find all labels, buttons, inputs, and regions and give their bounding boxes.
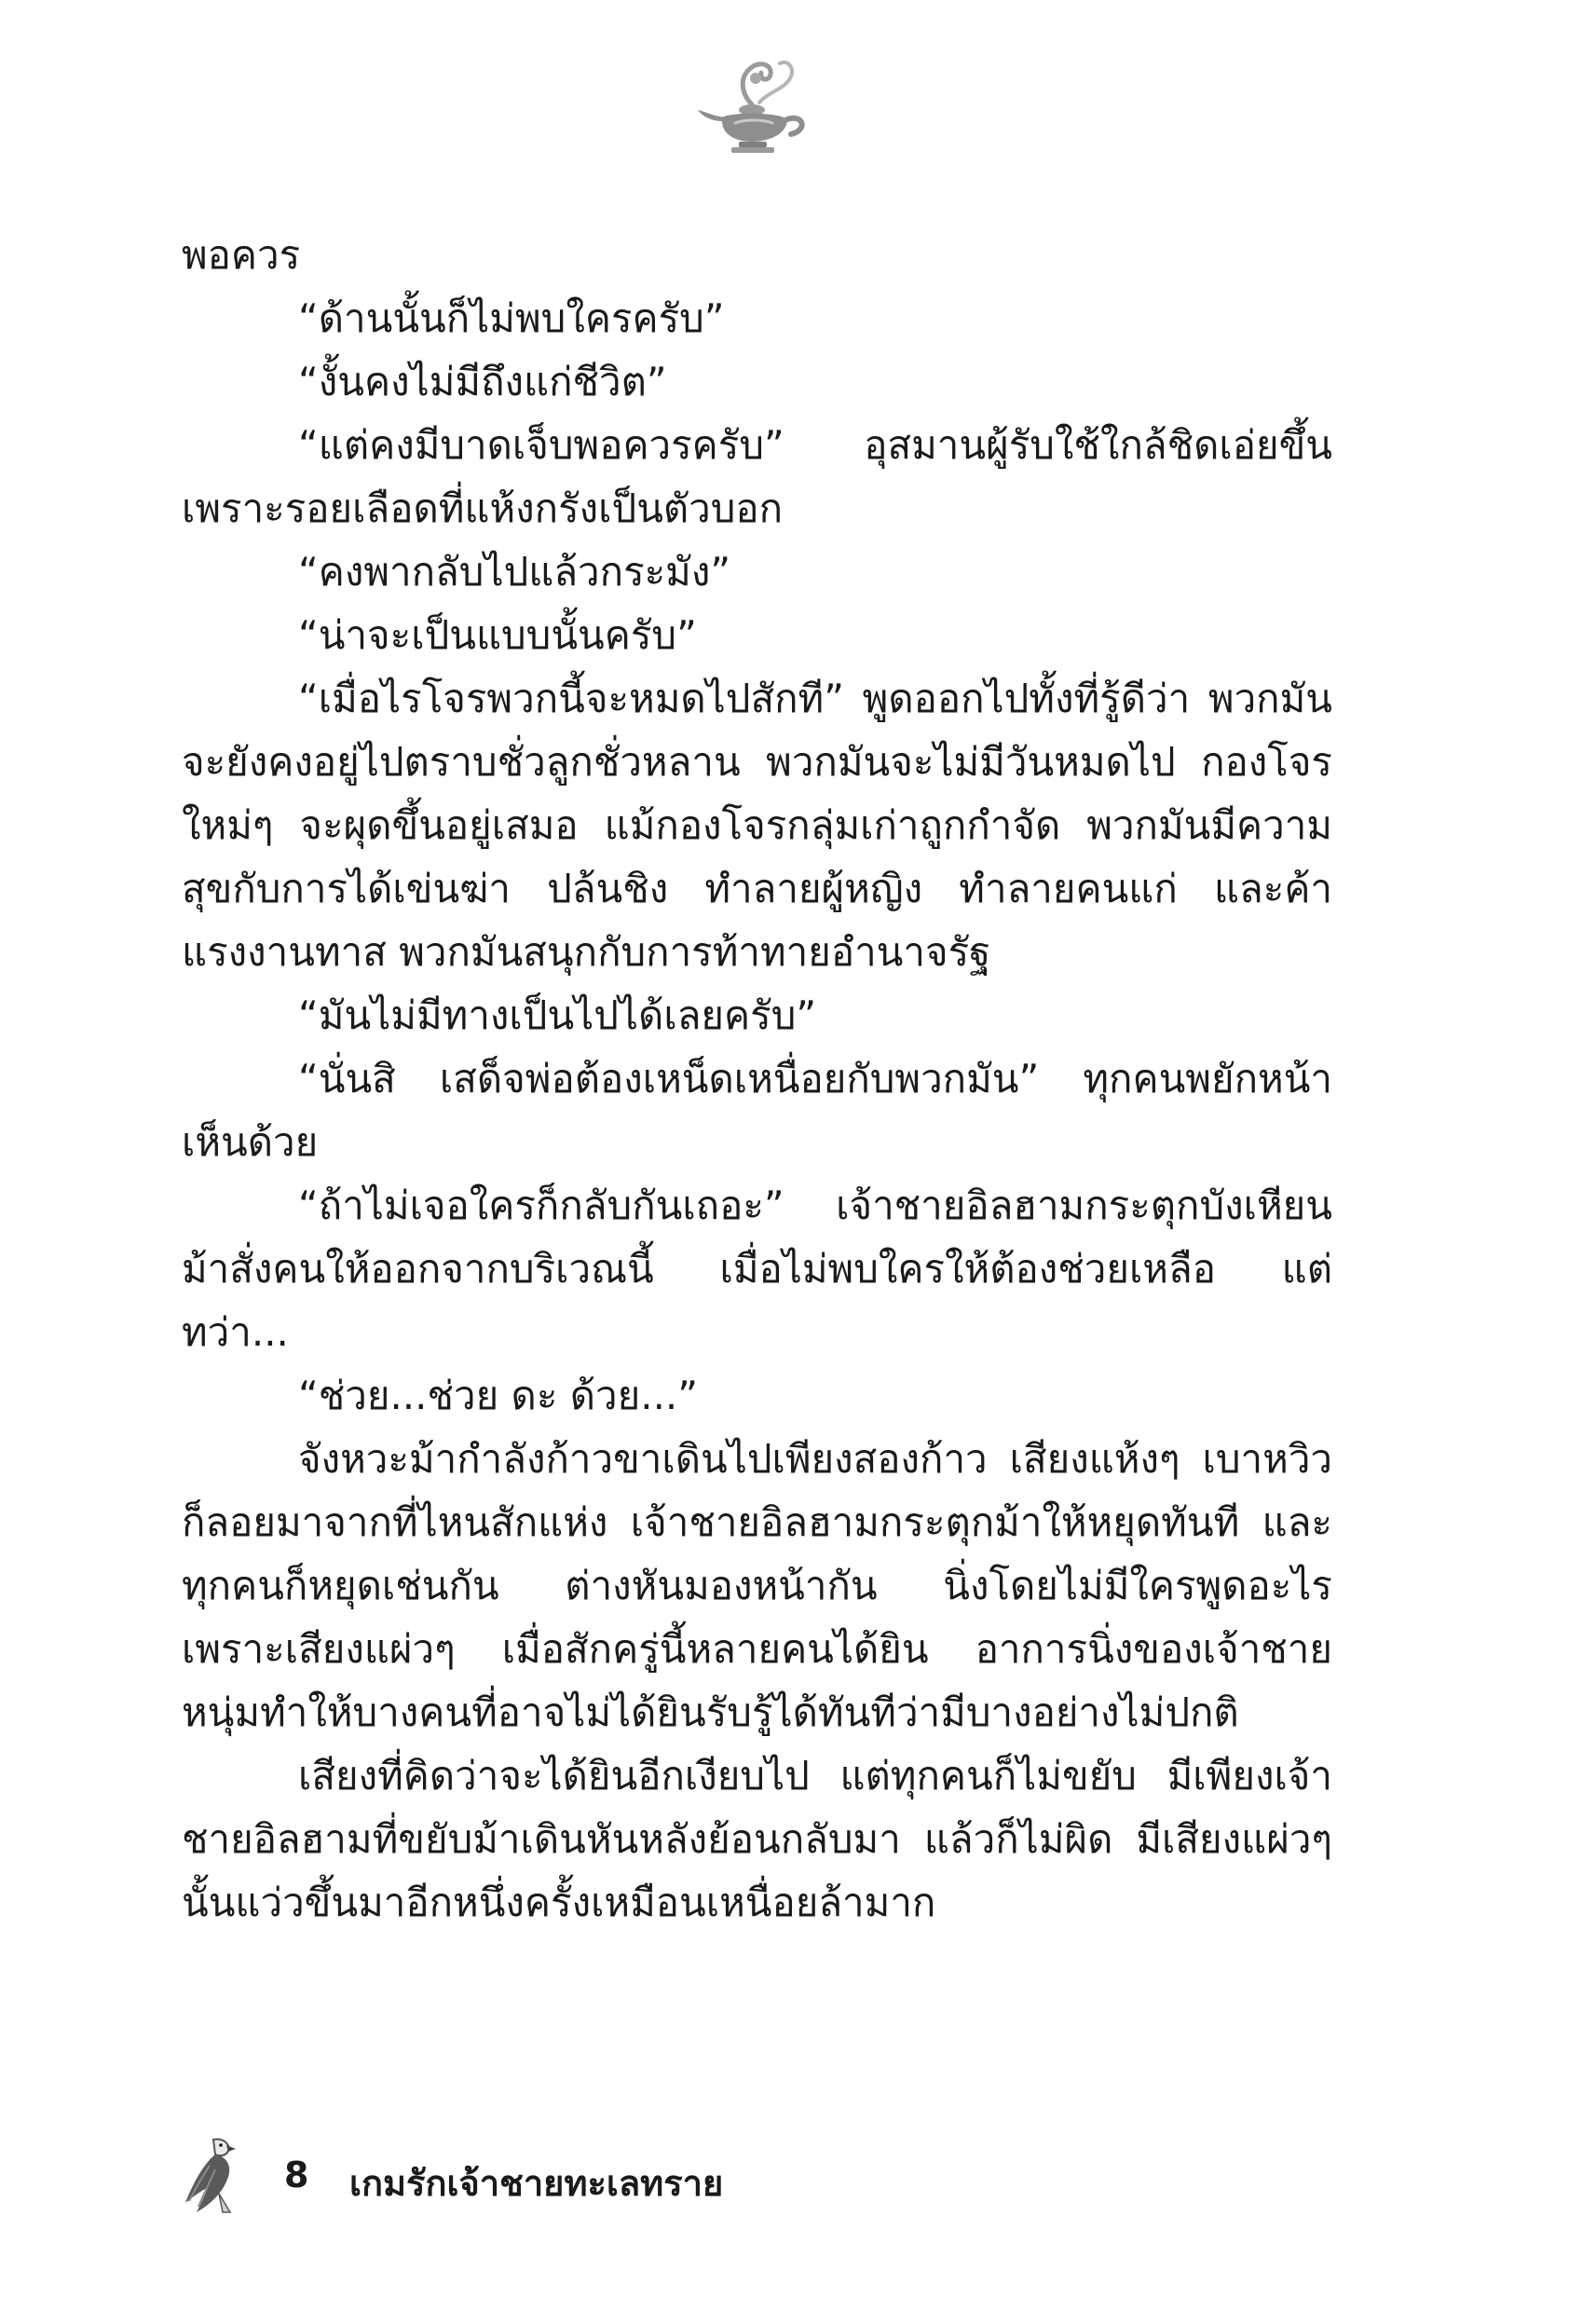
- paragraph: เสียงที่คิดว่าจะได้ยินอีกเงียบไป แต่ทุกคนก็ไม่ขยับ มีเพียงเจ้าชายอิลฮามที่ขยับม้าเดินหันหลังย้อนกลับมา แล้วก็ไม่ผิด มีเสียงแผ่วๆ นั้นแว่วขึ้นมาอีกหนึ่งครั้งเหมือนเหนื่อยล้ามาก: [182, 1753, 1332, 1925]
- paragraph: “ถ้าไม่เจอใครก็กลับกันเถอะ” เจ้าชายอิลฮามกระตุกบังเหียนม้าสั่งคนให้ออกจากบริเวณนี้ เมื่อไม่พบใครให้ต้องช่วยเหลือ แต่ทว่า...: [182, 1183, 1332, 1355]
- paragraph: “แต่คงมีบาดเจ็บพอควรครับ” อุสมานผู้รับใช้ใกล้ชิดเอ่ยขึ้น เพราะรอยเลือดที่แห้งกรังเป็นตัวบอก: [182, 422, 1332, 531]
- eagle-icon: [182, 2134, 238, 2218]
- paragraph: “ช่วย...ช่วย ดะ ด้วย...”: [298, 1373, 699, 1418]
- paragraph: “น่าจะเป็นแบบนั้นครับ”: [298, 612, 697, 658]
- paragraph: “ด้านนั้นก็ไม่พบใครครับ”: [298, 295, 725, 341]
- paragraph: จังหวะม้ากำลังก้าวขาเดินไปเพียงสองก้าว เสียงแห้งๆ เบาหวิวก็ลอยมาจากที่ไหนสักแห่ง เจ้าชายอิลฮามกระตุกม้าให้หยุดทันที และทุกคนก็หยุดเช่นกัน ต่างหันมองหน้ากัน นิ่งโดยไม่มีใครพูดอะไร เพราะเสียงแผ่วๆ เมื่อสักครู่นี้หลายคนได้ยิน อาการนิ่งของเจ้าชายหนุ่มทำให้บางคนที่อาจไม่ได้ยินรับรู้ได้ทันทีว่ามีบางอย่างไม่ปกติ: [182, 1436, 1332, 1735]
- genie-lamp-icon: [694, 56, 815, 158]
- body-text: [182, 224, 1332, 1935]
- paragraph: พอควร: [182, 232, 301, 278]
- page-footer: [182, 2134, 1020, 2218]
- paragraph: “มันไม่มีทางเป็นไปได้เลยครับ”: [298, 992, 817, 1038]
- paragraph: “คงพากลับไปแล้วกระมัง”: [298, 549, 731, 595]
- paragraph: “งั้นคงไม่มีถึงแก่ชีวิต”: [298, 359, 667, 404]
- paragraph: “นั่นสิ เสด็จพ่อต้องเหน็ดเหนื่อยกับพวกมัน” ทุกคนพยักหน้าเห็นด้วย: [182, 1056, 1332, 1165]
- page-number: 8: [284, 2154, 309, 2195]
- book-title: เกมรักเจ้าชายทะเลทราย: [349, 2163, 724, 2204]
- paragraph: “เมื่อไรโจรพวกนี้จะหมดไปสักที” พูดออกไปทั้งที่รู้ดีว่า พวกมันจะยังคงอยู่ไปตราบชั่วลูกชั่วหลาน พวกมันจะไม่มีวันหมดไป กองโจรใหม่ๆ จะผุดขึ้นอยู่เสมอ แม้กองโจรกลุ่มเก่าถูกกำจัด พวกมันมีความสุขกับการได้เข่นฆ่า ปล้นชิง ทำลายผู้หญิง ทำลายคนแก่ และค้าแรงงานทาส พวกมันสนุกกับการท้าทายอำนาจรัฐ: [182, 676, 1332, 975]
